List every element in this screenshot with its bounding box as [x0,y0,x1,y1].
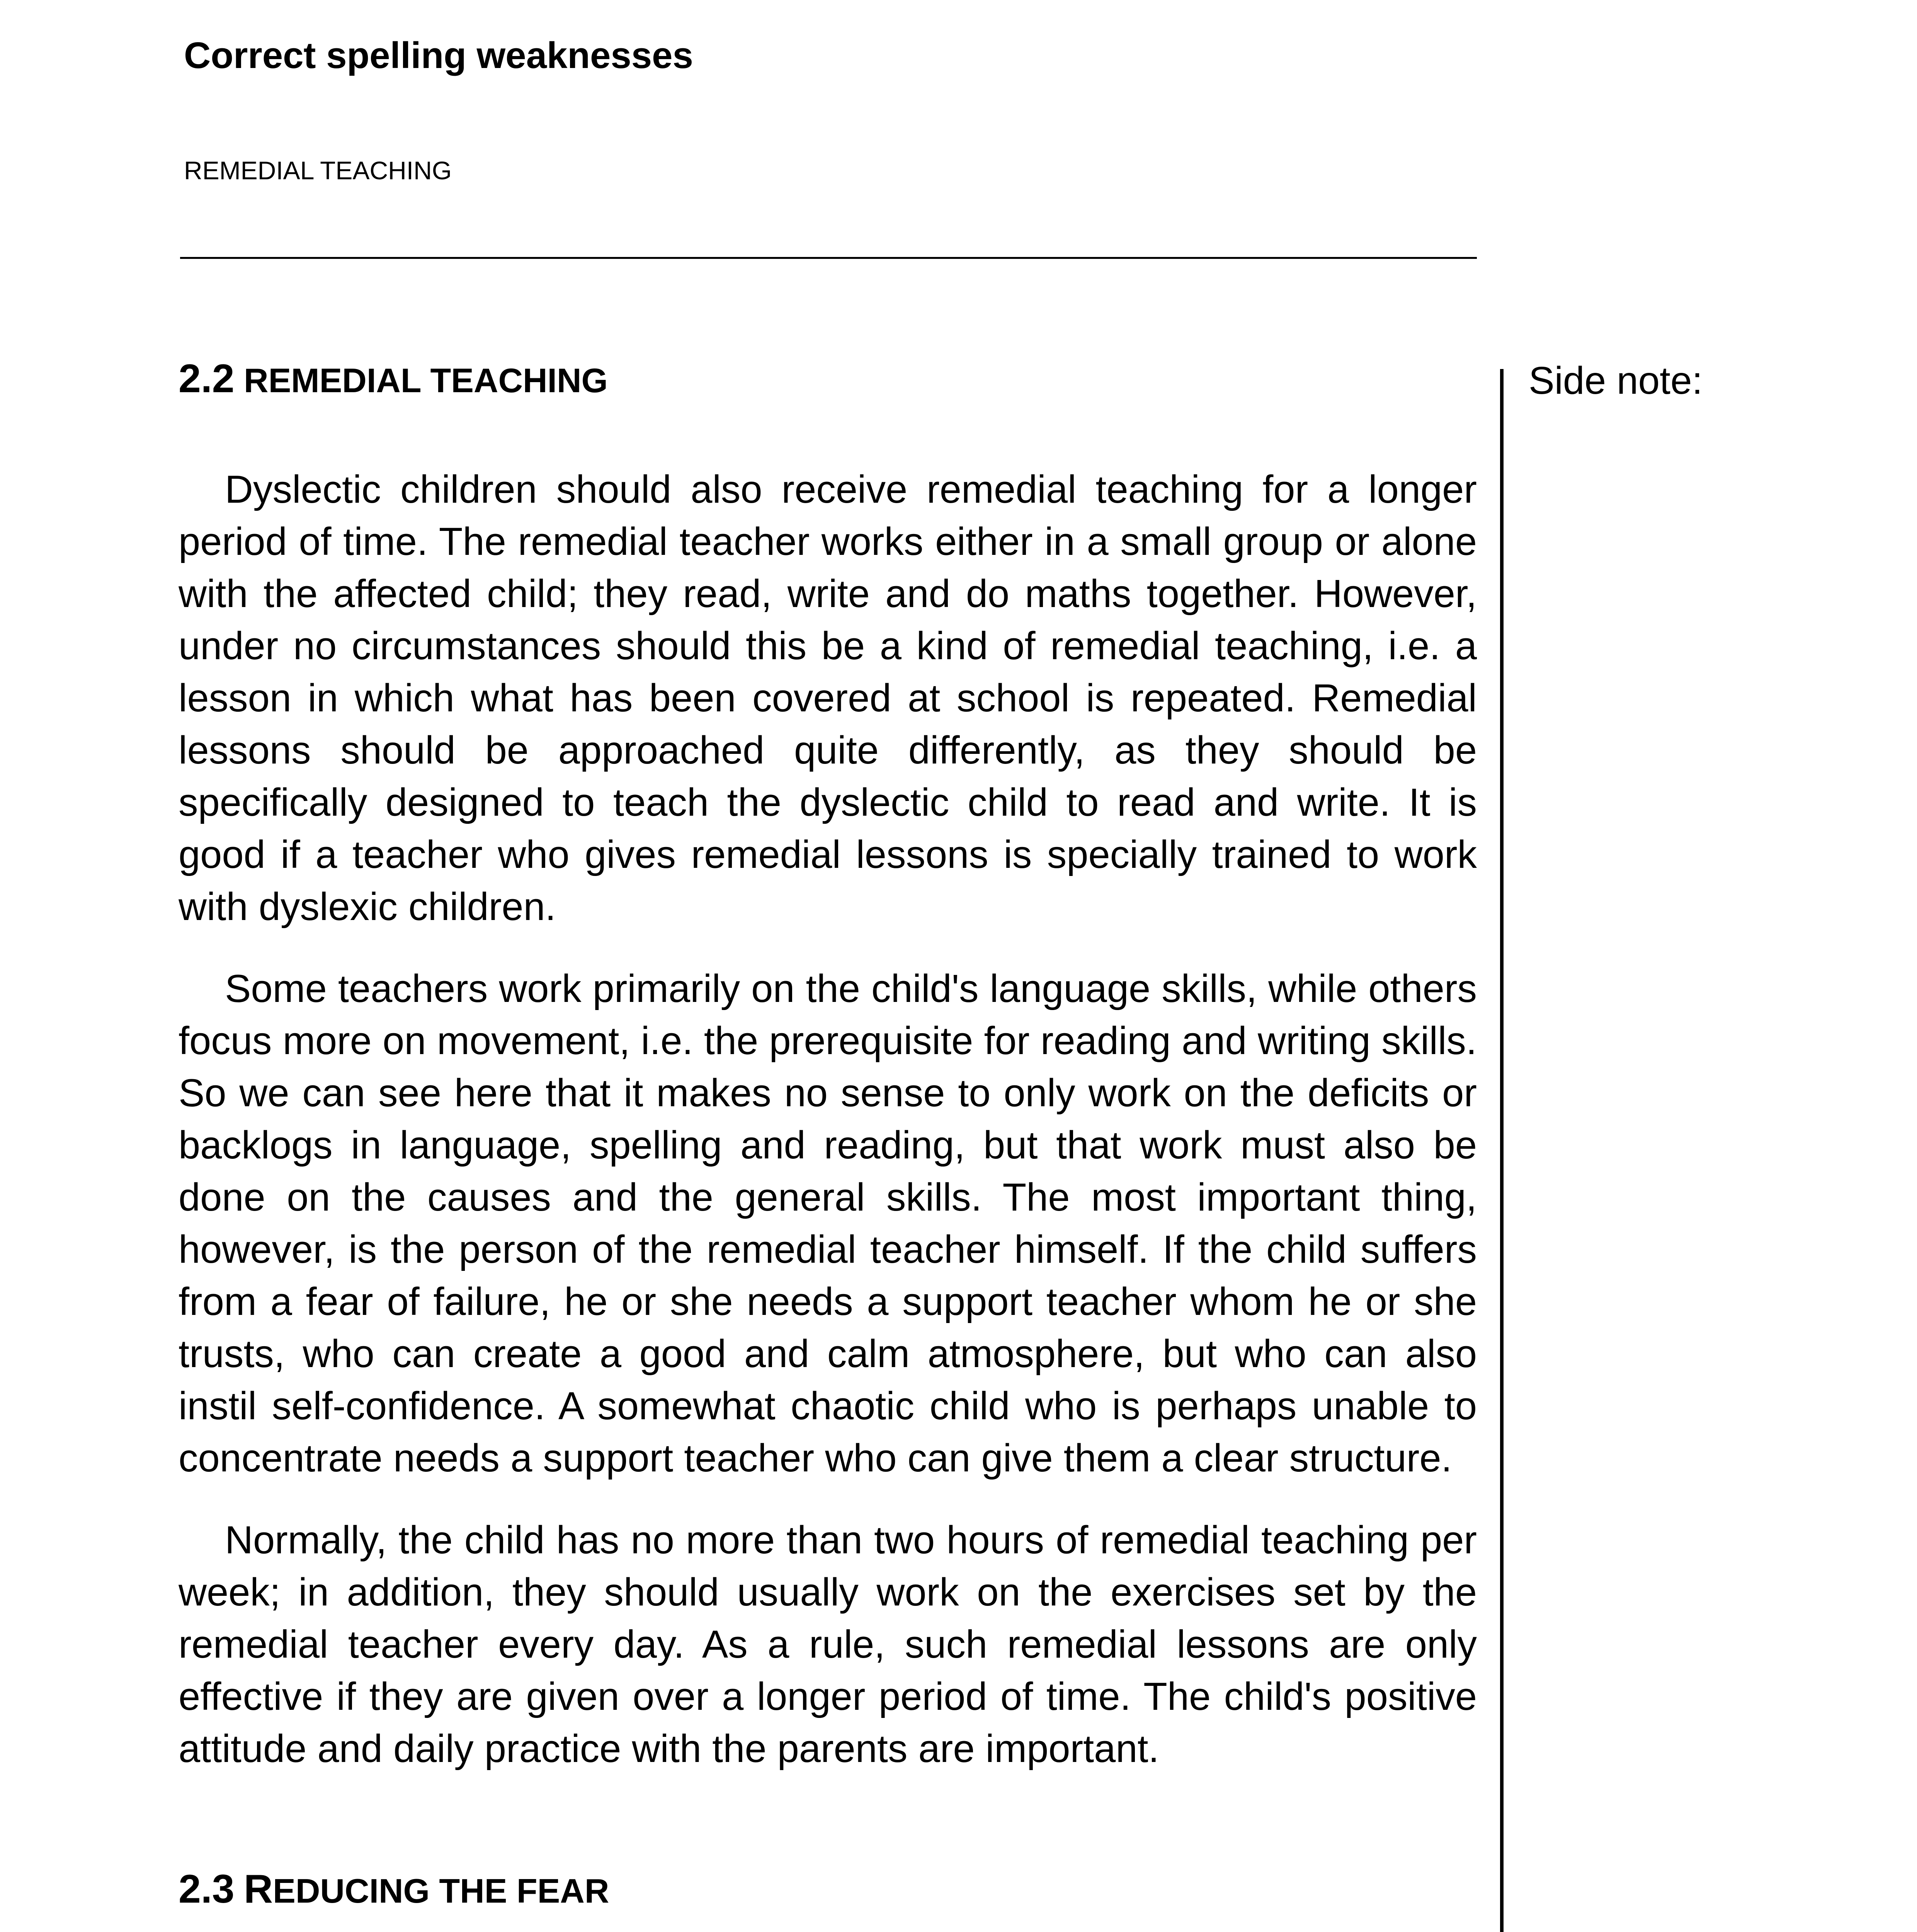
paragraph: Some teachers work primarily on the child's language skills, while others focus more on movement, i.e. the prerequisite for reading and writing skills. So we can see here that it makes no sense to only work on the deficits or backlogs in language, spelling and reading, but that work must also be done on the causes and the general skills. The most important thing, however, is the person of the remedial teacher himself. If the child suffers from a fear of failure, he or she needs a support teacher whom he or she trusts, who can create a good and calm atmosphere, but who can also instil self-confidence. A somewhat chaotic child who is perhaps unable to concentrate needs a support teacher who can give them a clear structure. [179,967,1477,1480]
document-title: Correct spelling weaknesses [184,35,693,76]
main-text-column [179,354,1477,1932]
paragraph: Dyslectic children should also receive remedial teaching for a longer period of time. The remedial teacher works either in a small group or alone with the affected child; they read, write and do maths together. However, under no circumstances should this be a kind of remedial teaching, i.e. a lesson in which what has been covered at school is repeated. Remedial lessons should be approached quite differently, as they should be specifically designed to teach the dyslectic child to read and write. It is good if a teacher who gives remedial lessons is specially trained to work with dyslexic children. [179,468,1477,929]
section-title: EDUCING THE FEAR [273,1872,609,1910]
side-note-label: Side note: [1529,359,1703,402]
header-divider [180,257,1477,259]
section-number: 2.3 [179,1867,235,1912]
section-heading-2-2 [179,354,1477,404]
section-title-initial: R [244,1867,273,1912]
running-header: REMEDIAL TEACHING [184,156,452,185]
section-title: REMEDIAL TEACHING [244,361,608,400]
section-heading-2-3 [179,1864,1477,1914]
section-number: 2.2 [179,356,235,401]
paragraph: Normally, the child has no more than two hours of remedial teaching per week; in addition, they should usually work on the exercises set by the remedial teacher every day. As a rule, such remedial lessons are only effective if they are given over a longer period of time. The child's positive attitude and daily practice with the parents are important. [179,1519,1477,1770]
margin-divider [1500,369,1504,1932]
